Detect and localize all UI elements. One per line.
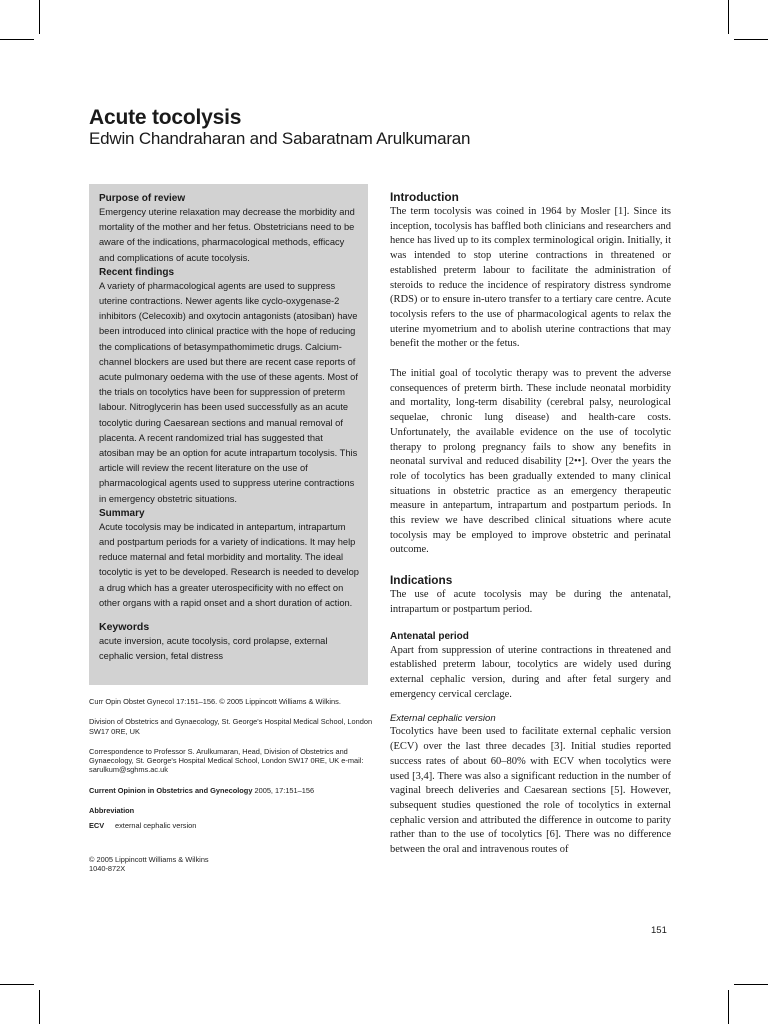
citation: Curr Opin Obstet Gynecol 17:151–156. © 2005 Lippincott Williams & Wilkins. [89,697,341,706]
crop-mark [39,0,40,34]
journal-ref: 2005, 17:151–156 [252,785,315,795]
paragraph: Tocolytics have been used to facilitate external cephalic version (ECV) over the last three decades [3]. Initial studies reported success rates of about 60–80% with ECV when tocolytics were used [3,4]. There was also a significant reduction in the number of vaginal breech deliveries and Caesarean sections [5]. However, subsequent studies questioned the role of tocolytics in external cephalic version and attributed the difference in outcome to parity rather than to the use of tocolytics [6]. There was no difference between the oral and intravenous routes of [390,726,671,856]
crop-mark [39,990,40,1024]
main-body [390,190,671,858]
article-title: Acute tocolysis [89,106,242,129]
abstract-box [89,184,368,685]
paragraph: The term tocolysis was coined in 1964 by Mosler [1]. Since its inception, tocolysis has baffled both clinicians and researchers and hence has lived up to its complex terminological origin. Initially, it was intended to stop uterine contractions in threatened or established preterm labour to facilitate the administration of steroids to reduce the incidence of respiratory distress syndrome (RDS) or to ensure in-utero transfer to a tertiary care centre. Acute tocolysis refers to the use of pharmacological agents to relax the uterine myometrium and to abolish uterine contractions that may benefit the mother or the fetus. [390,206,671,350]
article-authors: Edwin Chandraharan and Sabaratnam Arulkumaran [89,129,471,148]
findings-heading: Recent findings [99,266,175,278]
findings-text: A variety of pharmacological agents are used to suppress uterine contractions. Newer agents like cyclo-oxygenase-2 inhibitors (Celecoxib) and oxytocin antagonists (atosiban) have been introduced into clinical practice with the hope of reducing the complications of betasympathomimetic drugs. Calcium-channel blockers are used but there are recent case reports of acute pulmonary oedema with the use of these agents. Most of the trials on tocolytics have been for suppression of preterm labour. Nitroglycerin has been used successfully as an acute tocolytic during Caesarean sections and manual removal of placenta. A recent randomized trial has suggested that atosiban may be an option for acute intrapartum tocolysis. This article will review the recent literature on the use of pharmacological agents used to suppress uterine contractions in emergency obstetric situations. [99,280,358,504]
page-number: 151 [651,925,667,936]
paragraph: The use of acute tocolysis may be during the antenatal, intrapartum or postpartum period. [390,589,671,615]
crop-mark [728,0,729,34]
crop-mark [0,39,34,40]
abbreviation-key: ECV [89,821,105,831]
journal-name: Current Opinion in Obstetrics and Gynecology [89,785,253,795]
issn: 1040-872X [89,863,126,873]
ecv-heading: External cephalic version [390,713,496,725]
abbreviation-value: external cephalic version [115,821,197,831]
antenatal-heading: Antenatal period [390,630,469,642]
abbreviation-heading: Abbreviation [89,806,135,816]
purpose-heading: Purpose of review [99,193,186,204]
affiliation: Division of Obstetrics and Gynaecology, St. George's Hospital Medical School, London SW17 0RE, UK [89,717,373,736]
indications-heading: Indications [390,573,453,588]
summary-heading: Summary [99,507,145,519]
crop-mark [728,990,729,1024]
summary-text: Acute tocolysis may be indicated in antepartum, intrapartum and postpartum periods for a variety of indications. It may help reduce maternal and fetal morbidity and mortality. The ideal tocolytic is yet to be developed. Research is needed to develop a drug which has a greater uterospecificity with no effect on other organs with a rapid onset and a short duration of action. [99,521,359,608]
copyright [89,855,374,874]
correspondence: Correspondence to Professor S. Arulkumaran, Head, Division of Obstetrics and Gynaecology, St. George's Hospital Medical School, London SW17 0RE, UK e-mail: sarulkum@sghms.ac.uk [89,746,364,775]
introduction-heading: Introduction [390,190,459,204]
crop-mark [734,39,768,40]
abbreviation-row [89,821,374,830]
keywords-text: acute inversion, acute tocolysis, cord prolapse, external cephalic version, fetal distress [99,636,328,662]
copyright-line: © 2005 Lippincott Williams & Wilkins [89,854,209,864]
crop-mark [734,984,768,985]
crop-mark [0,984,34,985]
keywords-heading: Keywords [99,621,150,634]
purpose-text: Emergency uterine relaxation may decrease the morbidity and mortality of the mother and her fetus. Obstetricians need to be aware of the indications, pharmacological methods, efficacy and complications of acute tocolysis. [99,207,355,263]
journal-reference [89,786,374,795]
paragraph: The initial goal of tocolytic therapy was to prevent the adverse consequences of preterm birth. These include neonatal morbidity and mortality, long-term disability (cerebral palsy, neurological sequelae, chronic lung disease) and health-care costs. Unfortunately, the available evidence on the use of tocolytic therapy to prolong pregnancy fails to show any benefits in neonatal survival and reduced disability [2••]. Over the years the role of tocolytics has been gradually extended to many clinical situations in obstetric practice as an emergency therapeutic measure in antepartum, intrapartum and postpartum periods. In this review we have described clinical situations where acute tocolysis may be employed to improve obstetric and perinatal outcome. [390,368,671,556]
paragraph: Apart from suppression of uterine contractions in threatened and established preterm labour, tocolytics are widely used during external cephalic version, during and after fetal surgery and emergency cervical cerclage. [390,644,671,700]
article-metadata [89,697,374,884]
